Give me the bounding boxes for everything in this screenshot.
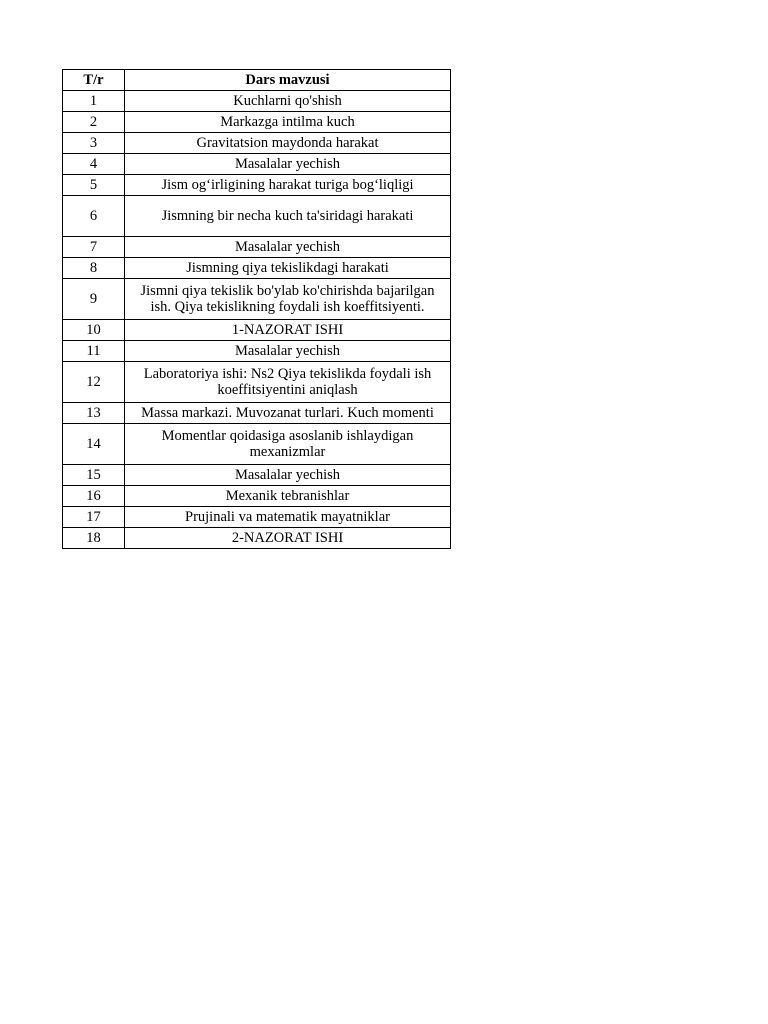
table-row bbox=[63, 154, 451, 175]
table-row bbox=[63, 320, 451, 341]
row-topic: Kuchlarni qo'shish bbox=[125, 91, 451, 112]
row-number: 4 bbox=[63, 154, 125, 175]
row-topic: Masalalar yechish bbox=[125, 237, 451, 258]
table-row bbox=[63, 279, 451, 320]
row-number: 2 bbox=[63, 112, 125, 133]
row-topic: Masalalar yechish bbox=[125, 465, 451, 486]
row-topic: Masalalar yechish bbox=[125, 154, 451, 175]
table-row bbox=[63, 258, 451, 279]
table-row bbox=[63, 486, 451, 507]
lesson-table-container bbox=[62, 69, 451, 549]
row-topic: Laboratoriya ishi: Ns2 Qiya tekislikda foydali ish koeffitsiyentini aniqlash bbox=[125, 362, 451, 403]
row-topic: Massa markazi. Muvozanat turlari. Kuch momenti bbox=[125, 403, 451, 424]
table-row bbox=[63, 528, 451, 549]
row-number: 8 bbox=[63, 258, 125, 279]
table-row bbox=[63, 196, 451, 237]
row-topic: Jism og‘irligining harakat turiga bog‘liqligi bbox=[125, 175, 451, 196]
table-header-row bbox=[63, 70, 451, 91]
row-topic: Mexanik tebranishlar bbox=[125, 486, 451, 507]
row-topic: Gravitatsion maydonda harakat bbox=[125, 133, 451, 154]
row-topic: 2-NAZORAT ISHI bbox=[125, 528, 451, 549]
row-number: 7 bbox=[63, 237, 125, 258]
row-number: 6 bbox=[63, 196, 125, 237]
row-number: 16 bbox=[63, 486, 125, 507]
row-topic: 1-NAZORAT ISHI bbox=[125, 320, 451, 341]
row-number: 9 bbox=[63, 279, 125, 320]
row-topic: Masalalar yechish bbox=[125, 341, 451, 362]
row-topic: Jismning bir necha kuch ta'siridagi harakati bbox=[125, 196, 451, 237]
row-topic: Prujinali va matematik mayatniklar bbox=[125, 507, 451, 528]
row-number: 13 bbox=[63, 403, 125, 424]
row-number: 10 bbox=[63, 320, 125, 341]
header-number: T/r bbox=[63, 70, 125, 91]
table-row bbox=[63, 403, 451, 424]
row-number: 14 bbox=[63, 424, 125, 465]
table-row bbox=[63, 91, 451, 112]
row-number: 15 bbox=[63, 465, 125, 486]
table-row bbox=[63, 175, 451, 196]
row-number: 5 bbox=[63, 175, 125, 196]
table-row bbox=[63, 112, 451, 133]
row-number: 12 bbox=[63, 362, 125, 403]
row-number: 3 bbox=[63, 133, 125, 154]
table-row bbox=[63, 424, 451, 465]
row-topic: Jismning qiya tekislikdagi harakati bbox=[125, 258, 451, 279]
lesson-table bbox=[62, 69, 451, 549]
row-number: 1 bbox=[63, 91, 125, 112]
row-topic: Jismni qiya tekislik bo'ylab ko'chirishda bajarilgan ish. Qiya tekislikning foydali ish koeffitsiyenti. bbox=[125, 279, 451, 320]
row-topic: Markazga intilma kuch bbox=[125, 112, 451, 133]
header-topic: Dars mavzusi bbox=[125, 70, 451, 91]
table-row bbox=[63, 341, 451, 362]
row-number: 18 bbox=[63, 528, 125, 549]
row-number: 11 bbox=[63, 341, 125, 362]
table-row bbox=[63, 362, 451, 403]
table-row bbox=[63, 237, 451, 258]
row-topic: Momentlar qoidasiga asoslanib ishlaydigan mexanizmlar bbox=[125, 424, 451, 465]
table-row bbox=[63, 465, 451, 486]
table-row bbox=[63, 507, 451, 528]
row-number: 17 bbox=[63, 507, 125, 528]
table-row bbox=[63, 133, 451, 154]
